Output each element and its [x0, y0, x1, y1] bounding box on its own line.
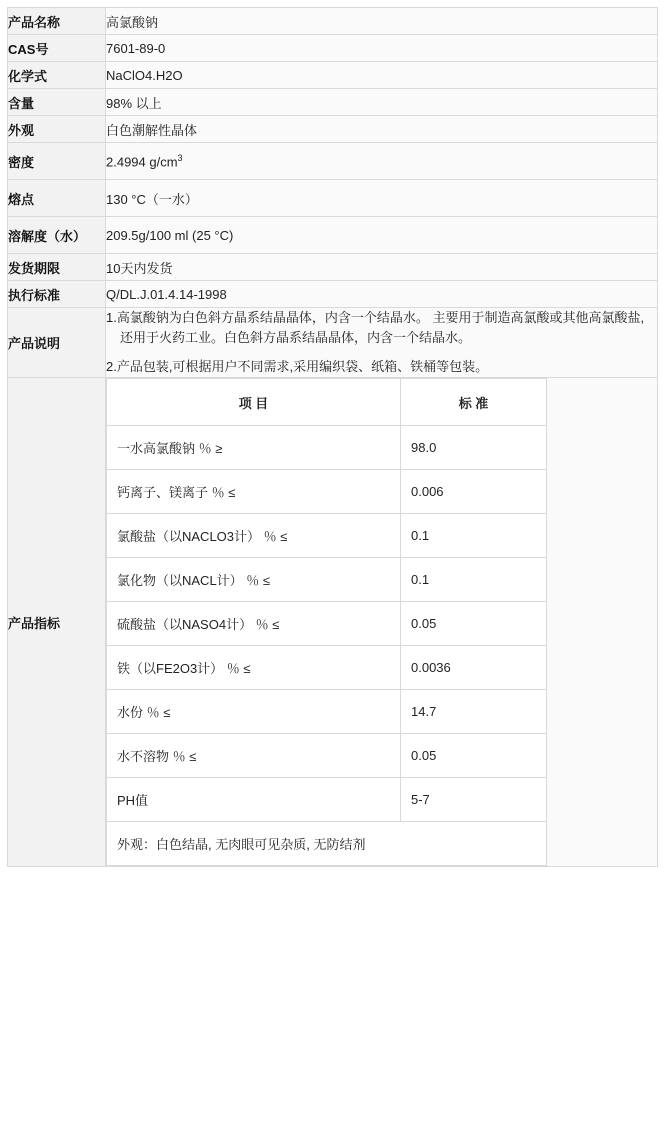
table-row [107, 778, 547, 822]
indicator-standard: 0.1 [401, 558, 547, 602]
table-row [107, 558, 547, 602]
row-label-melting-point: 熔点 [8, 180, 106, 217]
indicator-item: PH值 [107, 778, 401, 822]
table-row-indicators [8, 378, 658, 867]
row-label-description: 产品说明 [8, 308, 106, 378]
table-row [8, 89, 658, 116]
row-label-cas-number: CAS号 [8, 35, 106, 62]
indicator-item: 水份 ％ ≤ [107, 690, 401, 734]
table-row [8, 281, 658, 308]
row-value-indicators [106, 378, 658, 867]
row-value-melting-point: 130 °C（一水） [106, 180, 658, 217]
row-label-appearance: 外观 [8, 116, 106, 143]
table-row-note [107, 822, 547, 866]
table-row [107, 602, 547, 646]
indicators-header-row [107, 379, 547, 426]
indicator-standard: 14.7 [401, 690, 547, 734]
table-row [107, 514, 547, 558]
table-row [107, 734, 547, 778]
row-label-content: 含量 [8, 89, 106, 116]
row-value-solubility: 209.5g/100 ml (25 °C) [106, 217, 658, 254]
row-value-standard: Q/DL.J.01.4.14-1998 [106, 281, 658, 308]
row-value-density [106, 143, 658, 180]
description-text-1: 1.高氯酸钠为白色斜方晶系结晶晶体，内含一个结晶水。 主要用于制造高氯酸或其他高氯酸盐,还用于火药工业。白色斜方晶系结晶晶体，内含一个结晶水。 [106, 310, 645, 346]
indicator-item: 一水高氯酸钠 ％ ≥ [107, 426, 401, 470]
indicator-item: 水不溶物 ％ ≤ [107, 734, 401, 778]
indicator-standard: 5-7 [401, 778, 547, 822]
indicators-header-item: 项 目 [107, 379, 401, 426]
row-label-formula: 化学式 [8, 62, 106, 89]
indicator-item: 铁（以FE2O3计） ％ ≤ [107, 646, 401, 690]
table-row [8, 62, 658, 89]
row-value-appearance: 白色潮解性晶体 [106, 116, 658, 143]
row-label-delivery-term: 发货期限 [8, 254, 106, 281]
row-label-standard: 执行标准 [8, 281, 106, 308]
row-value-description [106, 308, 658, 378]
row-value-cas-number: 7601-89-0 [106, 35, 658, 62]
indicator-item: 氯化物（以NACL计） ％ ≤ [107, 558, 401, 602]
description-text-2: 2.产品包装,可根据用户不同需求,采用编织袋、纸箱、铁桶等包装。 [106, 359, 489, 375]
table-row [107, 426, 547, 470]
indicator-item: 钙离子、镁离子 ％ ≤ [107, 470, 401, 514]
table-row [8, 35, 658, 62]
row-value-product-name: 高氯酸钠 [106, 8, 658, 35]
row-label-density: 密度 [8, 143, 106, 180]
indicator-standard: 0.0036 [401, 646, 547, 690]
row-value-content: 98% 以上 [106, 89, 658, 116]
row-value-delivery-term: 10天内发货 [106, 254, 658, 281]
indicators-header-standard: 标 准 [401, 379, 547, 426]
density-exponent: 3 [177, 152, 183, 163]
table-row-description [8, 308, 658, 378]
indicator-item: 氯酸盐（以NACLO3计） ％ ≤ [107, 514, 401, 558]
table-row [8, 180, 658, 217]
row-label-indicators: 产品指标 [8, 378, 106, 867]
row-label-product-name: 产品名称 [8, 8, 106, 35]
table-row [8, 217, 658, 254]
description-item [106, 308, 657, 348]
indicator-standard: 0.05 [401, 734, 547, 778]
table-row [8, 8, 658, 35]
indicators-table [106, 378, 547, 866]
indicator-standard: 0.05 [401, 602, 547, 646]
indicator-standard: 98.0 [401, 426, 547, 470]
indicator-standard: 0.006 [401, 470, 547, 514]
density-value: 2.4994 g/cm [106, 154, 178, 170]
indicator-standard: 0.1 [401, 514, 547, 558]
table-row [107, 690, 547, 734]
indicator-item: 硫酸盐（以NASO4计） ％ ≤ [107, 602, 401, 646]
table-row [107, 470, 547, 514]
product-spec-table [7, 7, 658, 867]
description-item [106, 357, 657, 377]
row-value-formula: NaClO4.H2O [106, 62, 658, 89]
row-label-solubility: 溶解度（水） [8, 217, 106, 254]
table-row [8, 143, 658, 180]
table-row [8, 116, 658, 143]
table-row [8, 254, 658, 281]
indicators-note: 外观：白色结晶, 无肉眼可见杂质, 无防结剂 [107, 822, 547, 866]
table-row [107, 646, 547, 690]
